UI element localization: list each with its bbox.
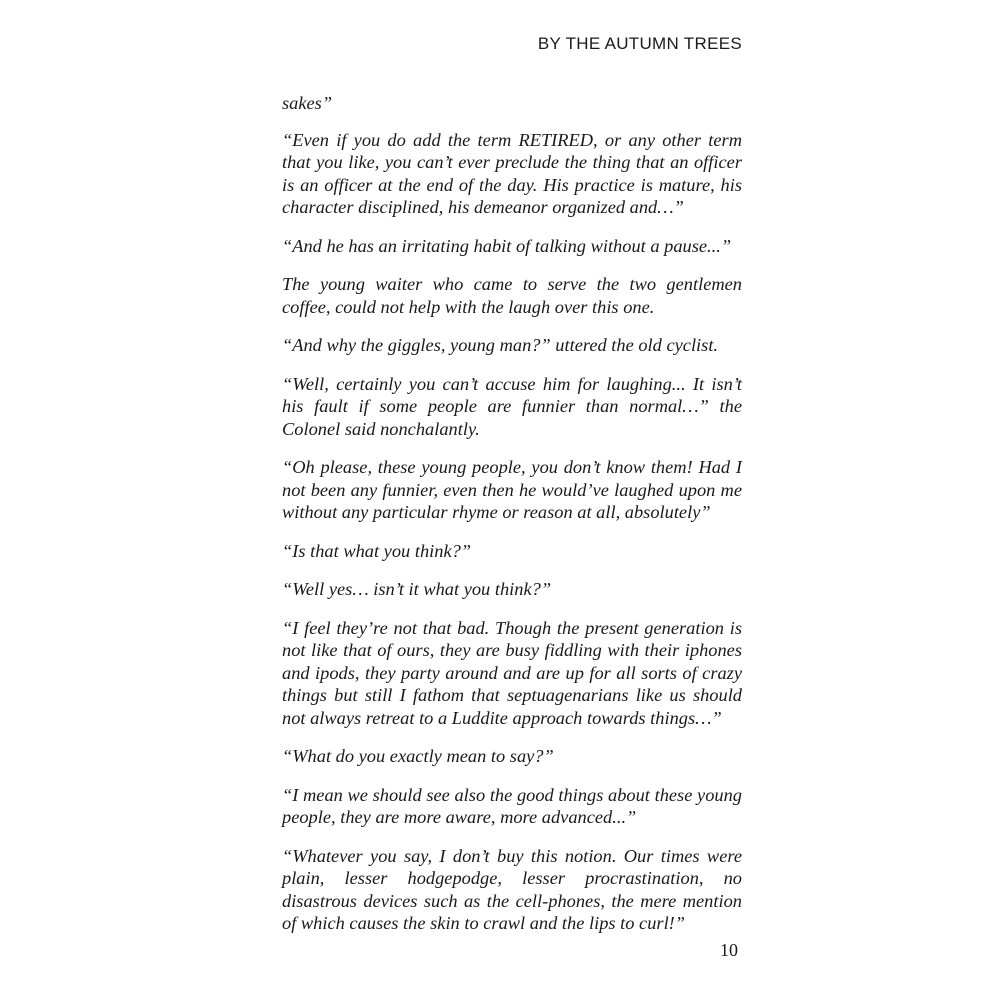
paragraph: “I feel they’re not that bad. Though the present generation is not like that of ours, they are busy fiddling with their iphones and ipods, they party around and are up for all sorts of crazy things but still I fathom that septuagenarians like us should not always retreat to a Luddite approach towards things…” — [282, 617, 742, 728]
page-number: 10 — [720, 940, 738, 960]
paragraph: “Oh please, these young people, you don’t know them! Had I not been any funnier, even then he would’ve laughed upon me without any particular rhyme or reason at all, absolutely” — [282, 457, 742, 522]
paragraph: “What do you exactly mean to say?” — [282, 746, 554, 766]
paragraph: “Even if you do add the term RETIRED, or any other term that you like, you can’t ever preclude the thing that an officer is an officer at the end of the day. His practice is mature, his character disciplined, his demeanor organized and…” — [282, 129, 742, 217]
paragraph: “Well yes… isn’t it what you think?” — [282, 579, 552, 599]
running-header: BY THE AUTUMN TREES — [537, 34, 742, 53]
paragraph: The young waiter who came to serve the two gentlemen coffee, could not help with the laugh over this one. — [282, 274, 742, 317]
paragraph: sakes” — [282, 93, 333, 113]
paragraph: “Is that what you think?” — [282, 540, 472, 561]
paragraph: “And why the giggles, young man?” uttered the old cyclist. — [282, 335, 719, 355]
paragraph: “Well, certainly you can’t accuse him for laughing... It isn’t his fault if some people are funnier than normal…” the Colonel said nonchalantly. — [282, 373, 742, 439]
paragraph: “And he has an irritating habit of talking without a pause...” — [282, 235, 732, 256]
paragraph: “I mean we should see also the good things about these young people, they are more aware, more advanced...” — [282, 784, 742, 827]
paragraph: “Whatever you say, I don’t buy this notion. Our times were plain, lesser hodgepodge, lesser procrastination, no disastrous devices such as the cell-phones, the mere mention of which causes the skin to crawl and the lips to curl!” — [282, 845, 742, 933]
body-text — [282, 92, 742, 951]
